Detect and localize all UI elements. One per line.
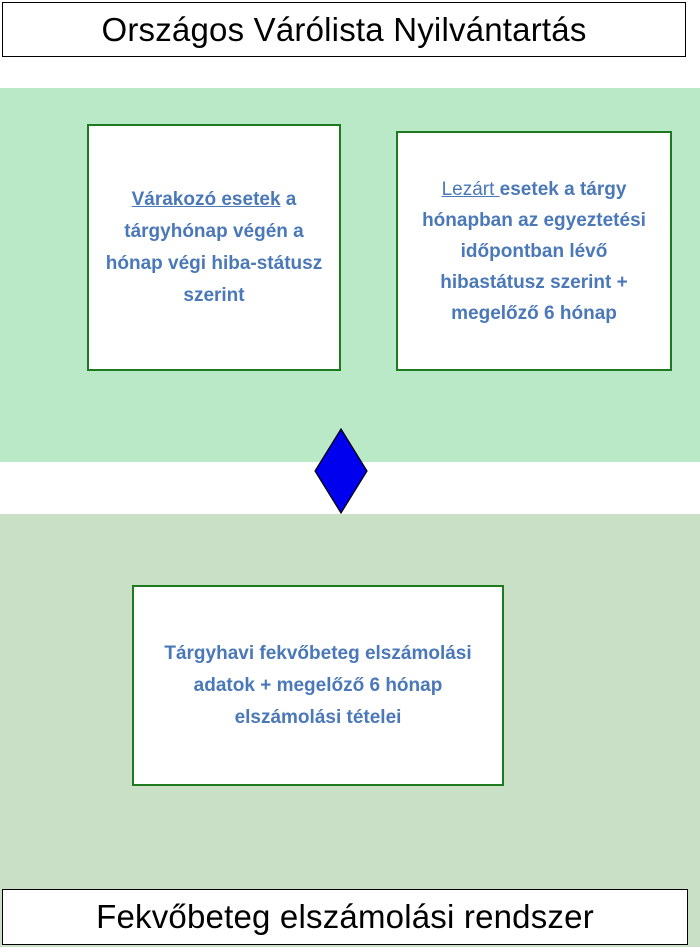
waiting-cases-text (97, 184, 331, 312)
diamond-icon (313, 428, 369, 514)
billing-data-text: Tárgyhavi fekvőbeteg elszámolási adatok + megelőző 6 hónap elszámolási tételei (164, 642, 472, 728)
closed-cases-description: esetek a tárgy hónapban az egyeztetési időpontban lévő hibastátusz szerint + megelőző 6 hónap (422, 178, 646, 324)
footer-title: Fekvőbeteg elszámolási rendszer (2, 889, 688, 945)
closed-cases-text (406, 174, 662, 329)
closed-cases-link[interactable]: Lezárt (441, 178, 500, 200)
closed-cases-box (396, 131, 672, 371)
billing-data-box (132, 585, 504, 786)
waiting-cases-description: a tárgyhónap végén a hónap végi hiba-státusz szerint (105, 188, 323, 306)
header-title: Országos Várólista Nyilvántartás (2, 2, 686, 57)
waiting-cases-box (87, 124, 341, 371)
waiting-cases-link[interactable]: Várakozó esetek (131, 188, 281, 210)
